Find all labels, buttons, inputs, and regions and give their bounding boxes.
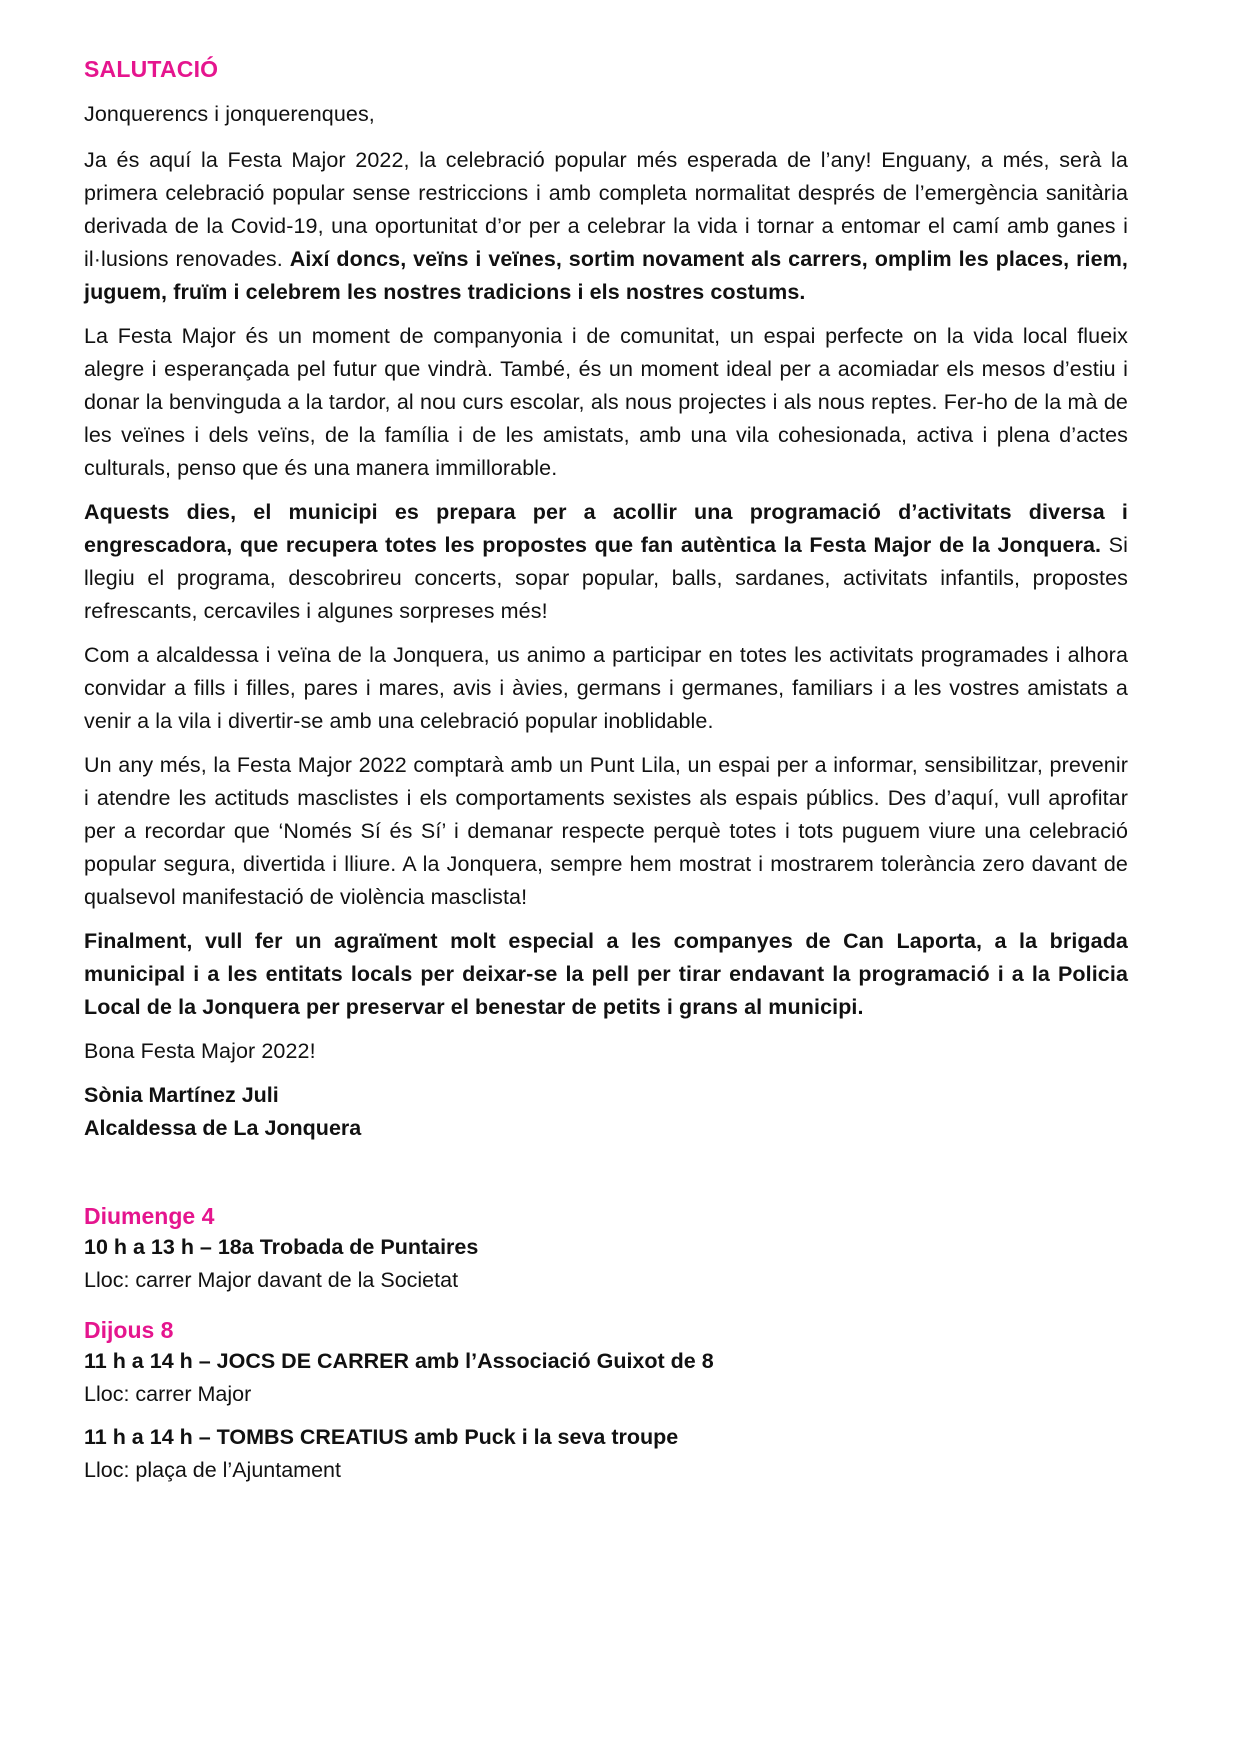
schedule xyxy=(84,1201,1128,1487)
event-title: 10 h a 13 h – 18a Trobada de Puntaires xyxy=(84,1235,479,1259)
closing-line: Bona Festa Major 2022! xyxy=(84,1039,316,1063)
paragraph-invitation xyxy=(84,639,1128,738)
schedule-day xyxy=(84,1315,1128,1487)
paragraph-intro xyxy=(84,144,1128,309)
paragraph-text: Com a alcaldessa i veïna de la Jonquera, us animo a participar en totes les activitats programades i alhora convidar a fills i filles, pares i mares, avis i àvies, germans i germanes, familiars i a les vostres amistats a venir a la vila i divertir-se amb una celebració popular inoblidable. xyxy=(84,643,1128,733)
event-title: 11 h a 14 h – JOCS DE CARRER amb l’Associació Guixot de 8 xyxy=(84,1349,714,1373)
document-page xyxy=(84,54,1128,1505)
paragraph-programme xyxy=(84,496,1128,628)
event-place: Lloc: carrer Major xyxy=(84,1382,252,1406)
paragraph-emphasis: Finalment, vull fer un agraïment molt especial a les companyes de Can Laporta, a la brigada municipal i a les entitats locals per deixar-se la pell per tirar endavant la programació i a la Policia Local de la Jonquera per preservar el benestar de petits i grans al municipi. xyxy=(84,929,1128,1019)
day-heading: Dijous 8 xyxy=(84,1317,174,1343)
event-place: Lloc: plaça de l’Ajuntament xyxy=(84,1458,341,1482)
schedule-event xyxy=(84,1421,1128,1487)
paragraph-text: La Festa Major és un moment de companyonia i de comunitat, un espai perfecte on la vida local flueix alegre i esperançada pel futur que vindrà. També, és un moment ideal per a acomiadar els mesos d’estiu i donar la benvinguda a la tardor, al nou curs escolar, als nous projectes i als nous reptes. Fer-ho de la mà de les veïnes i dels veïns, de la família i de les amistats, amb una vila cohesionada, activa i plena d’actes culturals, penso que és una manera immillorable. xyxy=(84,324,1128,480)
event-title: 11 h a 14 h – TOMBS CREATIUS amb Puck i la seva troupe xyxy=(84,1425,679,1449)
paragraph-community xyxy=(84,320,1128,485)
paragraph-text: Ja és aquí la Festa Major 2022, la celebració popular més esperada de l’any! Enguany, a més, serà la primera celebració popular sense restriccions i amb completa normalitat després de l’emergència sanitària derivada de la Covid-19, una oportunitat d’or per a celebrar la vida i tornar a entomar el camí amb ganes i il·lusions renovades. xyxy=(84,148,1128,271)
day-heading: Diumenge 4 xyxy=(84,1203,215,1229)
section-heading: SALUTACIÓ xyxy=(84,56,219,82)
greeting: Jonquerencs i jonquerenques, xyxy=(84,102,375,126)
signature-name: Sònia Martínez Juli xyxy=(84,1083,279,1107)
schedule-day xyxy=(84,1201,1128,1297)
schedule-event xyxy=(84,1345,1128,1411)
signature-role: Alcaldessa de La Jonquera xyxy=(84,1116,362,1140)
schedule-event xyxy=(84,1231,1128,1297)
paragraph-text: Un any més, la Festa Major 2022 comptarà amb un Punt Lila, un espai per a informar, sensibilitzar, prevenir i atendre les actituds masclistes i els comportaments sexistes als espais públics. Des d’aquí, vull aprofitar per a recordar que ‘Només Sí és Sí’ i demanar respecte perquè totes i tots puguem viure una celebració popular segura, divertida i lliure. A la Jonquera, sempre hem mostrat i mostrarem tolerància zero davant de qualsevol manifestació de violència masclista! xyxy=(84,753,1128,909)
paragraph-emphasis: Així doncs, veïns i veïnes, sortim novament als carrers, omplim les places, riem, juguem, fruïm i celebrem les nostres tradicions i els nostres costums. xyxy=(84,247,1128,304)
paragraph-text: Si llegiu el programa, descobrireu concerts, sopar popular, balls, sardanes, activitats infantils, propostes refrescants, cercaviles i algunes sorpreses més! xyxy=(84,533,1128,623)
paragraph-emphasis: Aquests dies, el municipi es prepara per a acollir una programació d’activitats diversa i engrescadora, que recupera totes les propostes que fan autèntica la Festa Major de la Jonquera. xyxy=(84,500,1128,557)
paragraph-punt-lila xyxy=(84,749,1128,914)
event-place: Lloc: carrer Major davant de la Societat xyxy=(84,1268,459,1292)
paragraph-thanks xyxy=(84,925,1128,1024)
